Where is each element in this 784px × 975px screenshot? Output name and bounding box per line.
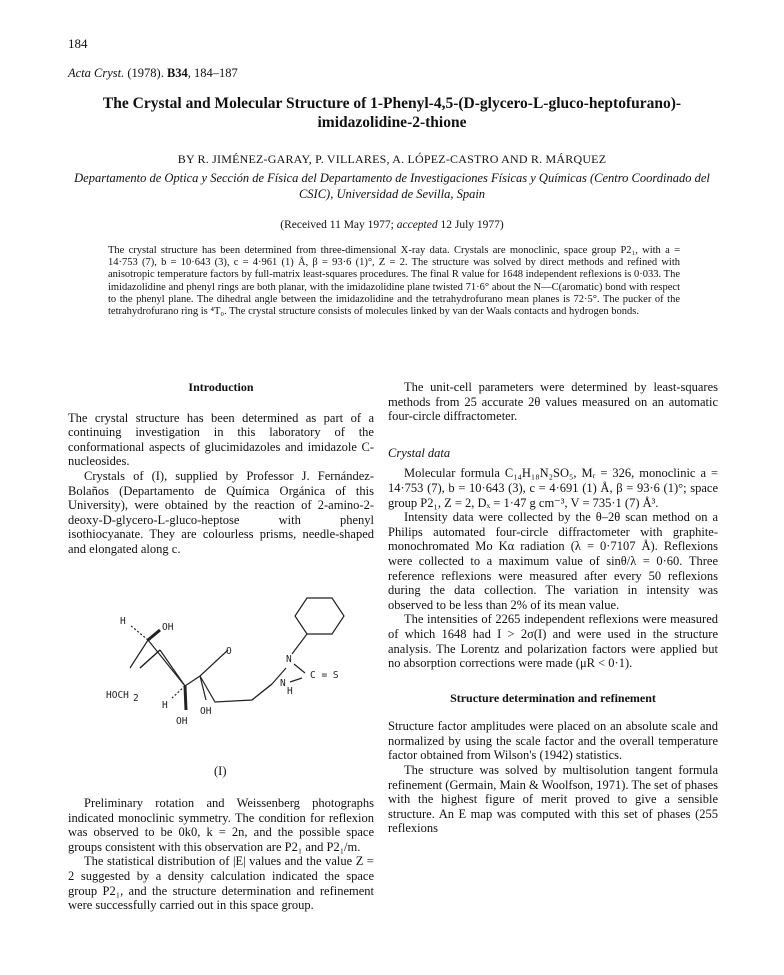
right-column (388, 380, 718, 836)
intro-paragraph-4: The statistical distribution of |E| values and the value Z = 2 suggested by a density calculation indicated the space group P2₁, and the structure determination and refinement were successfully carried out in this space group. (68, 854, 374, 913)
intensities-paragraph: The intensities of 2265 independent reflexions were measured of which 1648 had I > 2σ(I) and were used in the structure analysis. The Lorentz and polarization factors were applied but no absorption corrections were made (μR < 0·1). (388, 612, 718, 671)
page-number: 184 (68, 36, 88, 51)
chemical-structure-diagram (106, 590, 400, 750)
received-date: 11 May 1977; (326, 219, 397, 231)
label-nh-n: N (280, 678, 286, 689)
journal-pages: , 184–187 (187, 66, 238, 80)
label-h-top: H (120, 616, 126, 627)
label-n-top: N (286, 654, 292, 665)
crystal-data-heading: Crystal data (388, 445, 451, 460)
compound-label: (I) (214, 764, 227, 778)
left-column-bottom (68, 796, 374, 913)
label-hoch2: HOCH (106, 690, 129, 701)
author-list: BY R. JIMÉNEZ-GARAY, P. VILLARES, A. LÓPEZ-CASTRO AND R. MÁRQUEZ (177, 152, 607, 166)
accepted-label: accepted (396, 219, 438, 231)
label-h-low: H (162, 700, 168, 711)
received-label: (Received (280, 219, 327, 231)
introduction-heading: Introduction (188, 380, 254, 394)
intro-paragraph-1: The crystal structure has been determined as part of a continuing investigation in this laboratory of the conformational aspects of glucimidazoles and imidazole C-nucleosides. (68, 410, 374, 469)
accepted-date: 12 July 1977) (437, 219, 504, 231)
intensity-paragraph: Intensity data were collected by the θ–2θ scan method on a Philips automated four-circle diffractometer with graphite-monochromated Mo Kα radiation (λ = 0·7107 Å). Reflexions were collected to a maximum value of sinθ/λ = 0·60. Three reference reflexions were measured after every 50 reflexions during the data collection. The variation in intensity was observed to be less than 2% of its mean value. (388, 510, 718, 612)
article-title: The Crystal and Molecular Structure of 1-Phenyl-4,5-(D-glycero-L-gluco-heptofurano)-imidazolidine-2-thione (102, 95, 682, 131)
affiliation: Departamento de Optica y Sección de Física del Departamento de Investigaciones Físicas y Químicas (Centro Coordinado del CSIC), Universidad de Sevilla, Spain (74, 171, 710, 201)
intro-paragraph-3: Preliminary rotation and Weissenberg photographs indicated monoclinic symmetry. The condition for reflexion was observed to be 0k0, k = 2n, and the possible space groups consistent with this observation are P2₁ and P2₁/m. (68, 796, 374, 854)
journal-reference (68, 66, 238, 81)
label-nh-h: H (287, 686, 293, 697)
abstract: The crystal structure has been determined from three-dimensional X-ray data. Crystals are monoclinic, space group P2₁, with a = 14·753 (7), b = 10·643 (3), c = 4·961 (1) Å, β = 93·6 (1)°, Z = 2. The structure was solved by direct methods and refined with anisotropic temperature factors by full-matrix least-squares procedures. The final R value for 1648 independent reflexions is 0·033. The imidazolidine and phenyl rings are both planar, with the imidazolidine plane twisted 71·6° about the N—C(aromatic) bond with respect to the phenyl plane. The dihedral angle between the imidazolidine and the tetrahydrofurano mean planes is 72·5°. The pucker of the tetrahydrofurano ring is ⁴T₀. The crystal structure consists of molecules linked by van der Waals contacts and hydrogen bonds. (108, 245, 680, 318)
crystal-data-paragraph: Molecular formula C₁₄H₁₈N₂SO₅, Mᵣ = 326, monoclinic a = 14·753 (7), b = 10·643 (3), c = 4·691 (1) Å, β = 93·6 (1)°; space group P2₁, Z = 2, Dₓ = 1·47 g cm⁻³, V = 735·1 (7) Å³. (388, 466, 718, 510)
phenyl-ring (295, 598, 344, 634)
unit-cell-paragraph: The unit-cell parameters were determined by least-squares methods from 25 accurate 2θ values measured on an automatic four-circle diffractometer. (388, 380, 718, 424)
label-oh-low1: OH (176, 716, 188, 727)
intro-paragraph-2: Crystals of (I), supplied by Professor J. Fernández-Bolaños (Departamento de Química Orgánica of this University), were obtained by the reaction of 2-amino-2-deoxy-D-glycero-L-gluco-heptose with phenyl isothiocyanate. They are colourless prisms, needle-shaped and elongated along c. (68, 468, 374, 556)
label-oh-top: OH (162, 622, 174, 633)
solution-paragraph: The structure was solved by multisolution tangent formula refinement (Germain, Main & Woolfson, 1971). The set of phases with the highest figure of merit proved to give a sensible structure. An E map was computed with this set of phases (255 reflexions (388, 763, 718, 836)
received-dates (60, 219, 724, 231)
journal-year: (1978). (124, 66, 167, 80)
left-column-top (68, 380, 374, 557)
label-hoch2-sub: 2 (133, 693, 139, 704)
journal-volume: B34 (166, 66, 188, 80)
label-c-s: C = S (310, 670, 339, 681)
label-oh-low2: OH (200, 706, 212, 717)
label-o-ring: O (226, 646, 232, 657)
journal-name: Acta Cryst. (68, 66, 125, 80)
structure-determination-heading: Structure determination and refinement (450, 690, 656, 705)
structure-factor-paragraph: Structure factor amplitudes were placed on an absolute scale and normalized by using the scale factor and the overall temperature factor obtained from Wilson's (1942) statistics. (388, 719, 718, 763)
